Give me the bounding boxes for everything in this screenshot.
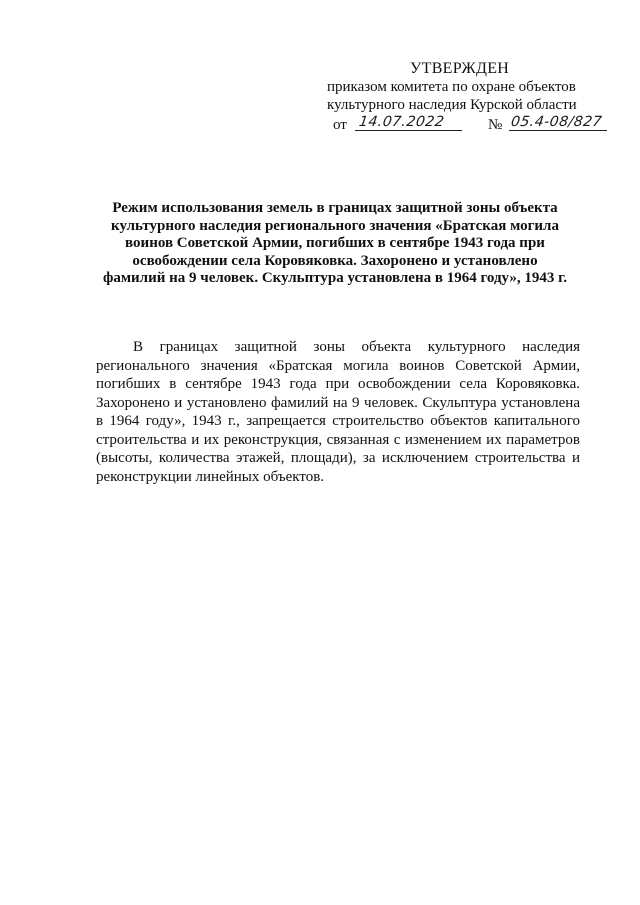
date-field bbox=[355, 113, 462, 131]
number-label: № bbox=[488, 117, 503, 133]
approval-stamp bbox=[318, 60, 608, 138]
document-body-paragraph: В границах защитной зоны объекта культурного наследия регионального значения «Братская могила воинов Советской Армии, погибших в сентябре 1943 года при освобождении села Коровяковка. Захоронено и установлено фамилий на 9 человек. Скульптура установлена в 1964 году», 1943 г., запрещается строительство объектов капитального строительства и их реконструкция, связанная с изменением их параметров (высоты, количества этажей, площади), за исключением строительства и реконструкции линейных объектов. bbox=[96, 339, 580, 485]
handwritten-date: 14.07.2022 bbox=[357, 114, 446, 130]
document-title: Режим использования земель в границах защитной зоны объекта культурного наследия регионального значения «Братская могила воинов Советской Армии, погибших в сентябре 1943 года при освобождении села Коровяковка. Захоронено и установлено фамилий на 9 человек. Скульптура установлена в 1964 году», 1943 г. bbox=[102, 200, 568, 287]
approval-title: УТВЕРЖДЕН bbox=[410, 60, 510, 77]
from-label: от bbox=[333, 117, 347, 133]
handwritten-number: 05.4-08/827 bbox=[509, 114, 604, 130]
approval-committee-line: культурного наследия Курской области bbox=[327, 97, 577, 113]
approval-date-number-row bbox=[318, 116, 608, 138]
number-field bbox=[509, 113, 607, 131]
approval-order-line: приказом комитета по охране объектов bbox=[327, 79, 576, 95]
